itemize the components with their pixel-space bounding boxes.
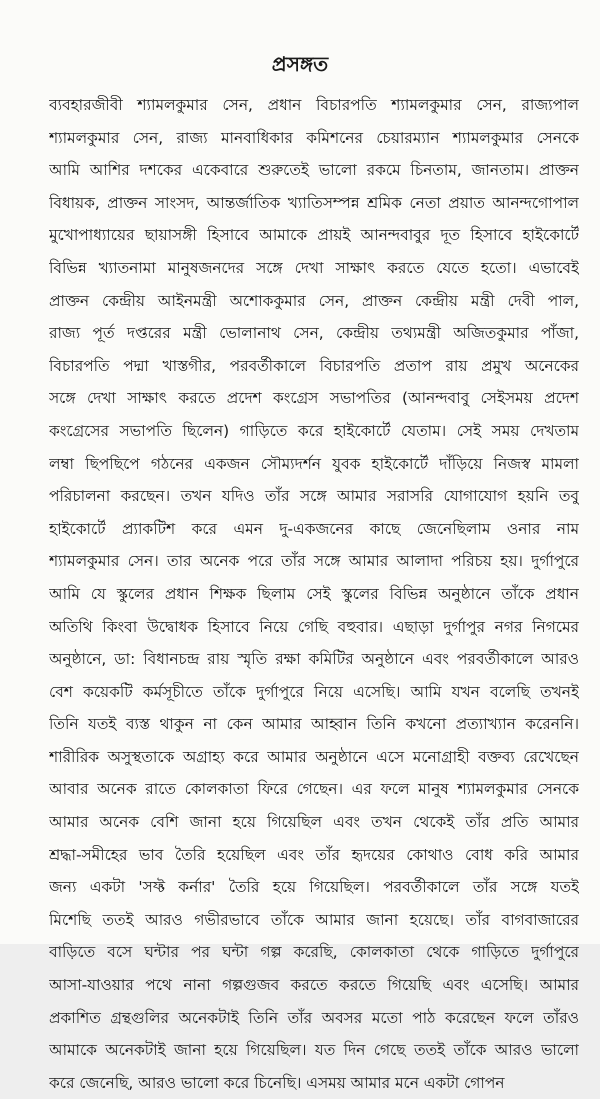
text-line: মিশেছি ততই আরও গভীরভাবে তাঁকে আমার জানা হয়েছে। তাঁর বাগবাজারের	[49, 910, 579, 929]
text-line: শ্যামলকুমার সেন। তার অনেক পরে তাঁর সঙ্গে আমার আলাদা পরিচয় হয়। দুর্গাপুরে	[49, 552, 579, 571]
text-line: রাজ্য পূর্ত দপ্তরের মন্ত্রী ভোলানাথ সেন, কেন্দ্রীয় তথ্যমন্ত্রী অজিতকুমার পাঁজা,	[49, 324, 579, 343]
text-line: জন্য একটা 'সফ্ট কর্নার' তৈরি হয়ে গিয়েছিল। পরবর্তীকালে তাঁর সঙ্গে যতই	[49, 878, 579, 897]
text-line: বিধায়ক, প্রাক্তন সাংসদ, আন্তর্জাতিক খ্যাতিসম্পন্ন শ্রমিক নেতা প্রয়াত আনন্দগোপাল	[49, 193, 579, 212]
text-line: মুখোপাধ্যায়ের ছায়াসঙ্গী হিসাবে আমাকে প্রায়ই আনন্দবাবুর দূত হিসাবে হাইকোর্টে	[49, 226, 579, 245]
text-line: প্রকাশিত গ্রন্থগুলির অনেকটাই তিনি তাঁর অবসর মতো পাঠ করেছেন ফলে তাঁরও	[49, 1008, 579, 1027]
text-line: আমার অনেক বেশি জানা হয়ে গিয়েছিল এবং তখন থেকেই তাঁর প্রতি আমার	[49, 813, 579, 832]
text-line: শ্রদ্ধা-সমীহের ভাব তৈরি হয়েছিল এবং তাঁর হৃদয়ের কোথাও বোধ করি আমার	[49, 845, 579, 864]
text-line: তিনি যতই ব্যস্ত থাকুন না কেন আমার আহ্বান তিনি কখনো প্রত্যাখ্যান করেননি।	[49, 715, 579, 734]
text-line: অতিথি কিংবা উদ্বোধক হিসাবে নিয়ে গেছি বহুবার। এছাড়া দুর্গাপুর নগর নিগমের	[49, 617, 579, 636]
text-line: আমি যে স্কুলের প্রধান শিক্ষক ছিলাম সেই স্কুলের বিভিন্ন অনুষ্ঠানে তাঁকে প্রধান	[49, 584, 579, 603]
text-line: করে জেনেছি, আরও ভালো করে চিনেছি। এসময় আমার মনে একটা গোপন	[49, 1073, 505, 1092]
text-line: শারীরিক অসুস্থতাকে অগ্রাহ্য করে আমার অনুষ্ঠানে এসে মনোগ্রাহী বক্তব্য রেখেছেন	[49, 747, 579, 766]
text-line: আমাকে অনেকটাই জানা হয়ে গিয়েছিল। যত দিন গেছে ততই তাঁকে আরও ভালো	[49, 1041, 579, 1060]
text-line: কংগ্রেসের সভাপতি ছিলেন) গাড়িতে করে হাইকোর্টে যেতাম। সেই সময় দেখতাম	[49, 421, 579, 440]
text-line: পরিচালনা করছেন। তখন যদিও তাঁর সঙ্গে আমার সরাসরি যোগাযোগ হয়নি তবু	[49, 487, 579, 506]
page-title: প্রসঙ্গত	[271, 52, 329, 76]
text-line: শ্যামলকুমার সেন, রাজ্য মানবাধিকার কমিশনের চেয়ারম্যান শ্যামলকুমার সেনকে	[49, 128, 579, 147]
text-line: লম্বা ছিপছিপে গঠনের একজন সৌম্যদর্শন যুবক হাইকোর্টে দাঁড়িয়ে নিজস্ব মামলা	[49, 454, 579, 473]
text-line: বিচারপতি পদ্মা খাস্তগীর, পরবর্তীকালে বিচারপতি প্রতাপ রায় প্রমুখ অনেকের	[49, 356, 579, 375]
text-line: প্রাক্তন কেন্দ্রীয় আইনমন্ত্রী অশোককুমার সেন, প্রাক্তন কেন্দ্রীয় মন্ত্রী দেবী পাল,	[49, 291, 579, 310]
text-line: বাড়িতে বসে ঘন্টার পর ঘন্টা গল্প করেছি, কোলকাতা থেকে গাড়িতে দুর্গাপুরে	[49, 943, 579, 962]
body-paragraph	[49, 89, 579, 1099]
text-line: আমি আশির দশকের একেবারে শুরুতেই ভালো রকমে চিনতাম, জানতাম। প্রাক্তন	[49, 161, 579, 180]
text-line: বেশ কয়েকটি কর্মসূচীতে তাঁকে দুর্গাপুরে নিয়ে এসেছি। আমি যখন বলেছি তখনই	[49, 682, 579, 701]
text-line: হাইকোর্টে প্র্যাকটিশ করে এমন দু-একজনের কাছে জেনেছিলাম ওনার নাম	[49, 519, 579, 538]
text-line: আসা-যাওয়ার পথে নানা গল্পগুজব করতে করতে গিয়েছি এবং এসেছি। আমার	[49, 976, 579, 995]
text-line: বিভিন্ন খ্যাতনামা মানুষজনদের সঙ্গে দেখা সাক্ষাৎ করতে যেতে হতো। এভাবেই	[49, 258, 579, 277]
text-line: সঙ্গে দেখা সাক্ষাৎ করতে প্রদেশ কংগ্রেস সভাপতির (আনন্দবাবু সেইসময় প্রদেশ	[49, 389, 579, 408]
text-line: ব্যবহারজীবী শ্যামলকুমার সেন, প্রধান বিচারপতি শ্যামলকুমার সেন, রাজ্যপাল	[49, 96, 579, 114]
text-line: আবার অনেক রাতে কোলকাতা ফিরে গেছেন। এর ফলে মানুষ শ্যামলকুমার সেনকে	[49, 780, 579, 799]
text-line: অনুষ্ঠানে, ডা: বিধানচন্দ্র রায় স্মৃতি রক্ষা কমিটির অনুষ্ঠানে এবং পরবর্তীকালে আরও	[49, 650, 579, 669]
